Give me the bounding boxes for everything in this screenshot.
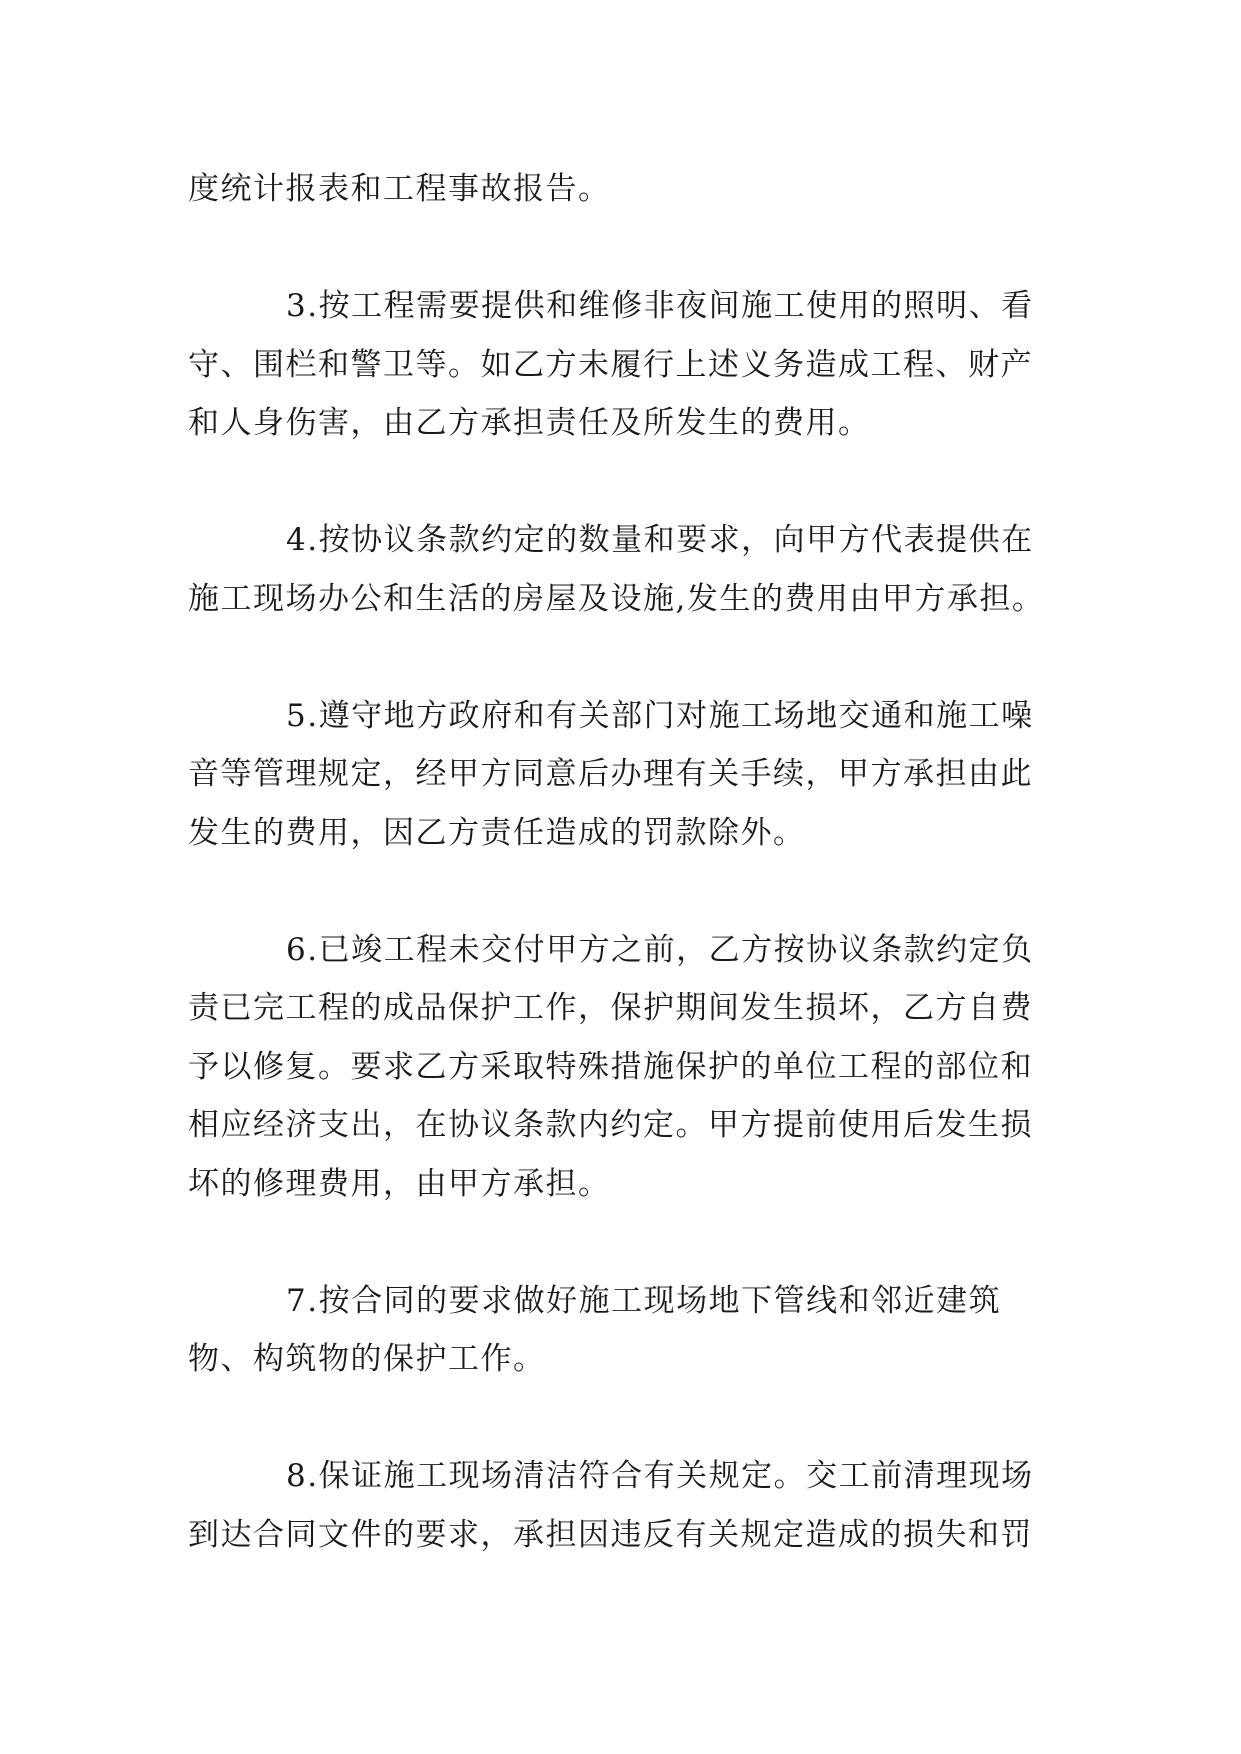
paragraph-item-4: 4.按协议条款约定的数量和要求，向甲方代表提供在施工现场办公和生活的房屋及设施,发生的费用由甲方承担。 — [188, 522, 1045, 617]
paragraph-item-5: 5.遵守地方政府和有关部门对施工场地交通和施工噪音等管理规定，经甲方同意后办理有关手续，甲方承担由此发生的费用，因乙方责任造成的罚款除外。 — [188, 697, 1034, 851]
document-body — [188, 160, 1063, 1623]
paragraph-continued: 度统计报表和工程事故报告。 — [188, 171, 611, 207]
paragraph-item-6: 6.已竣工程未交付甲方之前，乙方按协议条款约定负责已完工程的成品保护工作，保护期间发生损坏，乙方自费予以修复。要求乙方采取特殊措施保护的单位工程的部位和相应经济支出，在协议条款内约定。甲方提前使用后发生损坏的修理费用，由甲方承担。 — [188, 931, 1034, 1202]
paragraph-item-8: 8.保证施工现场清洁符合有关规定。交工前清理现场到达合同文件的要求，承担因违反有关规定造成的损失和罚 — [188, 1458, 1034, 1553]
paragraph-item-7: 7.按合同的要求做好施工现场地下管线和邻近建筑物、构筑物的保护工作。 — [188, 1282, 1002, 1377]
paragraph-item-3: 3.按工程需要提供和维修非夜间施工使用的照明、看守、围栏和警卫等。如乙方未履行上述义务造成工程、财产和人身伤害，由乙方承担责任及所发生的费用。 — [188, 288, 1034, 441]
